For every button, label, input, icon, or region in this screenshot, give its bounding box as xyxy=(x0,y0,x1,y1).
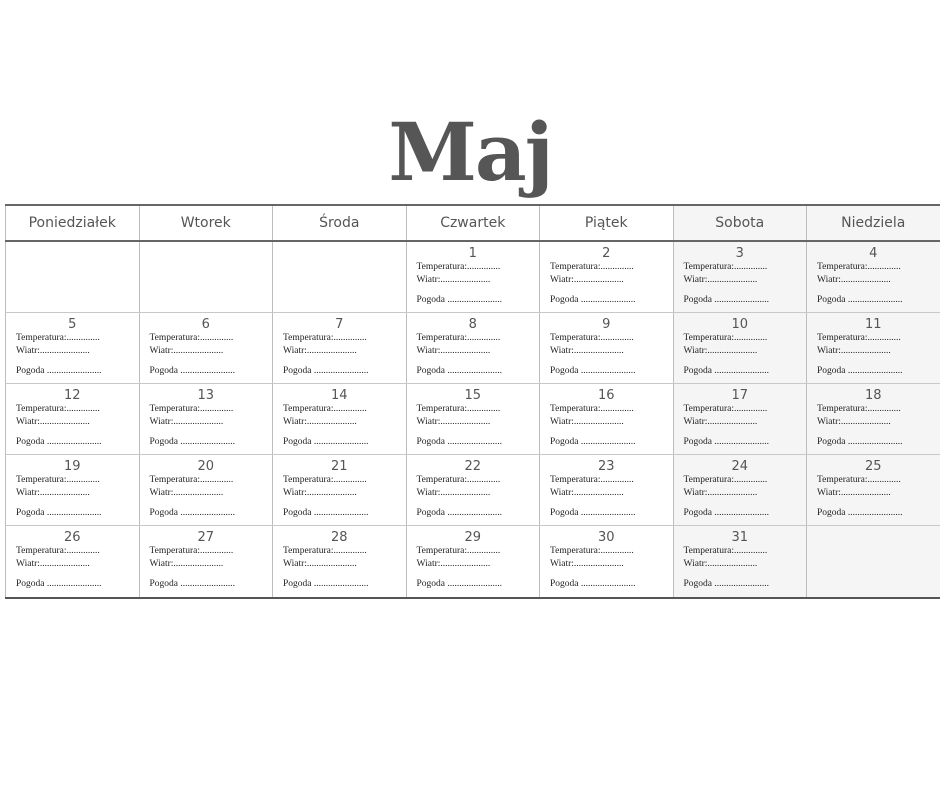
weather-notes xyxy=(417,332,503,378)
wind-line: Wiatr:..................... xyxy=(817,488,891,498)
wind-line: Wiatr:..................... xyxy=(416,346,491,356)
wind-line: Wiatr:..................... xyxy=(16,488,90,498)
wind-line: Wiatr:..................... xyxy=(550,346,624,356)
wind-line: Wiatr:..................... xyxy=(817,275,891,285)
day-cell xyxy=(673,455,807,525)
day-cell xyxy=(5,384,139,454)
temperature-line: Temperatura:.............. xyxy=(149,404,234,414)
weather-notes xyxy=(817,403,903,449)
day-cell xyxy=(539,242,673,312)
week-row xyxy=(5,313,940,384)
weather-line: Pogoda ....................... xyxy=(416,295,502,305)
day-number: 26 xyxy=(63,530,81,545)
day-cell xyxy=(406,313,540,383)
temperature-line: Temperatura:.............. xyxy=(550,546,634,556)
weather-line: Pogoda ....................... xyxy=(683,437,769,447)
wind-line: Wiatr:..................... xyxy=(149,417,224,427)
day-cell xyxy=(539,384,673,454)
weekday-header-cell: Sobota xyxy=(673,206,807,240)
day-number: 15 xyxy=(464,388,482,403)
wind-line: Wiatr:..................... xyxy=(283,488,357,498)
weather-line: Pogoda ....................... xyxy=(149,579,235,589)
weather-notes xyxy=(283,403,369,449)
day-number: 28 xyxy=(330,530,348,545)
weather-line: Pogoda ....................... xyxy=(550,295,636,305)
day-number: 24 xyxy=(731,459,749,474)
weather-notes xyxy=(550,545,636,591)
day-number: 12 xyxy=(63,388,81,403)
wind-line: Wiatr:..................... xyxy=(550,417,624,427)
empty-day-cell xyxy=(5,242,139,312)
empty-day-cell xyxy=(806,526,940,597)
day-cell xyxy=(272,526,406,597)
temperature-line: Temperatura:.............. xyxy=(550,475,634,485)
day-number: 1 xyxy=(468,246,477,261)
week-row xyxy=(5,384,940,455)
weather-notes xyxy=(684,332,770,378)
day-cell xyxy=(673,526,807,597)
weather-notes xyxy=(684,474,770,520)
weather-notes xyxy=(283,474,369,520)
weather-line: Pogoda ....................... xyxy=(683,295,769,305)
wind-line: Wiatr:..................... xyxy=(683,346,758,356)
wind-line: Wiatr:..................... xyxy=(283,417,357,427)
weather-line: Pogoda ....................... xyxy=(817,508,903,518)
weather-line: Pogoda ....................... xyxy=(283,366,369,376)
weekday-header xyxy=(5,206,940,242)
day-cell xyxy=(539,313,673,383)
weather-line: Pogoda ....................... xyxy=(416,579,502,589)
weather-line: Pogoda ....................... xyxy=(683,366,769,376)
wind-line: Wiatr:..................... xyxy=(817,346,891,356)
temperature-line: Temperatura:.............. xyxy=(149,333,234,343)
day-cell xyxy=(806,455,940,525)
week-row xyxy=(5,242,940,313)
day-cell xyxy=(406,242,540,312)
weather-line: Pogoda ....................... xyxy=(149,508,235,518)
temperature-line: Temperatura:.............. xyxy=(416,333,501,343)
month-title: Maj xyxy=(388,105,552,199)
weather-line: Pogoda ....................... xyxy=(149,437,235,447)
day-number: 6 xyxy=(201,317,210,332)
weather-notes xyxy=(150,332,236,378)
day-cell xyxy=(139,526,273,597)
weather-line: Pogoda ....................... xyxy=(683,579,769,589)
weather-line: Pogoda ....................... xyxy=(817,366,903,376)
weather-notes xyxy=(550,261,636,307)
day-number: 29 xyxy=(464,530,482,545)
weather-notes xyxy=(16,403,102,449)
day-cell xyxy=(139,384,273,454)
day-cell xyxy=(272,455,406,525)
weather-notes xyxy=(283,545,369,591)
weekday-header-cell: Wtorek xyxy=(139,206,273,240)
day-number: 30 xyxy=(597,530,615,545)
temperature-line: Temperatura:.............. xyxy=(416,404,501,414)
day-number: 16 xyxy=(597,388,615,403)
day-cell xyxy=(272,313,406,383)
day-number: 25 xyxy=(864,459,882,474)
temperature-line: Temperatura:.............. xyxy=(283,475,367,485)
wind-line: Wiatr:..................... xyxy=(416,275,491,285)
weather-notes xyxy=(550,403,636,449)
weather-notes xyxy=(550,474,636,520)
day-number: 20 xyxy=(197,459,215,474)
day-number: 11 xyxy=(864,317,882,332)
day-number: 7 xyxy=(335,317,344,332)
temperature-line: Temperatura:.............. xyxy=(683,333,768,343)
wind-line: Wiatr:..................... xyxy=(149,488,224,498)
day-number: 19 xyxy=(63,459,81,474)
temperature-line: Temperatura:.............. xyxy=(16,404,100,414)
day-cell xyxy=(5,313,139,383)
weather-line: Pogoda ....................... xyxy=(416,508,502,518)
day-number: 17 xyxy=(731,388,749,403)
weather-notes xyxy=(817,474,903,520)
wind-line: Wiatr:..................... xyxy=(283,559,357,569)
day-cell xyxy=(673,384,807,454)
day-cell xyxy=(139,455,273,525)
day-number: 10 xyxy=(731,317,749,332)
day-cell xyxy=(539,455,673,525)
wind-line: Wiatr:..................... xyxy=(550,488,624,498)
empty-day-cell xyxy=(272,242,406,312)
wind-line: Wiatr:..................... xyxy=(683,275,758,285)
temperature-line: Temperatura:.............. xyxy=(149,546,234,556)
weekday-header-cell: Poniedziałek xyxy=(5,206,139,240)
weather-notes xyxy=(817,261,903,307)
weather-notes xyxy=(550,332,636,378)
temperature-line: Temperatura:.............. xyxy=(416,262,501,272)
day-cell xyxy=(406,384,540,454)
weekday-header-cell: Środa xyxy=(272,206,406,240)
temperature-line: Temperatura:.............. xyxy=(817,404,901,414)
temperature-line: Temperatura:.............. xyxy=(683,475,768,485)
temperature-line: Temperatura:.............. xyxy=(283,404,367,414)
weather-notes xyxy=(150,403,236,449)
day-cell xyxy=(806,242,940,312)
temperature-line: Temperatura:.............. xyxy=(283,546,367,556)
wind-line: Wiatr:..................... xyxy=(416,559,491,569)
day-cell xyxy=(272,384,406,454)
day-number: 9 xyxy=(602,317,611,332)
temperature-line: Temperatura:.............. xyxy=(416,546,501,556)
temperature-line: Temperatura:.............. xyxy=(817,475,901,485)
temperature-line: Temperatura:.............. xyxy=(16,475,100,485)
wind-line: Wiatr:..................... xyxy=(16,346,90,356)
weather-line: Pogoda ....................... xyxy=(817,295,903,305)
temperature-line: Temperatura:.............. xyxy=(683,262,768,272)
wind-line: Wiatr:..................... xyxy=(16,559,90,569)
wind-line: Wiatr:..................... xyxy=(683,488,758,498)
temperature-line: Temperatura:.............. xyxy=(149,475,234,485)
weather-line: Pogoda ....................... xyxy=(283,579,369,589)
empty-day-cell xyxy=(139,242,273,312)
weather-notes xyxy=(817,332,903,378)
temperature-line: Temperatura:.............. xyxy=(550,333,634,343)
day-cell xyxy=(539,526,673,597)
day-number: 8 xyxy=(468,317,477,332)
temperature-line: Temperatura:.............. xyxy=(550,404,634,414)
day-number: 27 xyxy=(197,530,215,545)
day-cell xyxy=(673,242,807,312)
wind-line: Wiatr:..................... xyxy=(683,559,758,569)
weather-line: Pogoda ....................... xyxy=(149,366,235,376)
weather-notes xyxy=(150,474,236,520)
weather-line: Pogoda ....................... xyxy=(817,437,903,447)
weather-line: Pogoda ....................... xyxy=(283,437,369,447)
wind-line: Wiatr:..................... xyxy=(817,417,891,427)
weather-line: Pogoda ....................... xyxy=(16,579,102,589)
day-number: 14 xyxy=(330,388,348,403)
wind-line: Wiatr:..................... xyxy=(16,417,90,427)
temperature-line: Temperatura:.............. xyxy=(416,475,501,485)
day-number: 2 xyxy=(602,246,611,261)
temperature-line: Temperatura:.............. xyxy=(817,333,901,343)
temperature-line: Temperatura:.............. xyxy=(683,546,768,556)
weather-line: Pogoda ....................... xyxy=(550,366,636,376)
temperature-line: Temperatura:.............. xyxy=(16,333,100,343)
weather-notes xyxy=(16,332,102,378)
temperature-line: Temperatura:.............. xyxy=(16,546,100,556)
wind-line: Wiatr:..................... xyxy=(550,275,624,285)
day-cell xyxy=(806,384,940,454)
weather-line: Pogoda ....................... xyxy=(416,366,502,376)
temperature-line: Temperatura:.............. xyxy=(283,333,367,343)
weather-line: Pogoda ....................... xyxy=(416,437,502,447)
weather-notes xyxy=(16,474,102,520)
temperature-line: Temperatura:.............. xyxy=(817,262,901,272)
wind-line: Wiatr:..................... xyxy=(149,346,224,356)
wind-line: Wiatr:..................... xyxy=(149,559,224,569)
weather-notes xyxy=(417,545,503,591)
weather-line: Pogoda ....................... xyxy=(550,437,636,447)
day-cell xyxy=(5,526,139,597)
day-cell xyxy=(139,313,273,383)
weather-notes xyxy=(150,545,236,591)
day-number: 23 xyxy=(597,459,615,474)
weather-notes xyxy=(16,545,102,591)
weather-line: Pogoda ....................... xyxy=(683,508,769,518)
day-number: 5 xyxy=(68,317,77,332)
day-number: 31 xyxy=(731,530,749,545)
weather-line: Pogoda ....................... xyxy=(283,508,369,518)
weather-line: Pogoda ....................... xyxy=(550,508,636,518)
weather-notes xyxy=(684,403,770,449)
weather-line: Pogoda ....................... xyxy=(16,508,102,518)
day-number: 13 xyxy=(197,388,215,403)
temperature-line: Temperatura:.............. xyxy=(550,262,634,272)
wind-line: Wiatr:..................... xyxy=(550,559,624,569)
day-cell xyxy=(673,313,807,383)
week-row xyxy=(5,526,940,599)
weather-notes xyxy=(684,261,770,307)
weather-line: Pogoda ....................... xyxy=(550,579,636,589)
temperature-line: Temperatura:.............. xyxy=(683,404,768,414)
day-number: 21 xyxy=(330,459,348,474)
wind-line: Wiatr:..................... xyxy=(283,346,357,356)
day-cell xyxy=(406,455,540,525)
weather-notes xyxy=(417,403,503,449)
day-number: 18 xyxy=(864,388,882,403)
weather-line: Pogoda ....................... xyxy=(16,366,102,376)
wind-line: Wiatr:..................... xyxy=(683,417,758,427)
calendar-grid xyxy=(5,204,940,599)
day-number: 4 xyxy=(869,246,878,261)
week-row xyxy=(5,455,940,526)
weather-line: Pogoda ....................... xyxy=(16,437,102,447)
weekday-header-cell: Niedziela xyxy=(806,206,940,240)
weather-notes xyxy=(417,474,503,520)
weekday-header-cell: Czwartek xyxy=(406,206,540,240)
day-cell xyxy=(806,313,940,383)
weather-notes xyxy=(283,332,369,378)
day-number: 22 xyxy=(464,459,482,474)
weather-notes xyxy=(684,545,770,591)
weekday-header-cell: Piątek xyxy=(539,206,673,240)
wind-line: Wiatr:..................... xyxy=(416,417,491,427)
wind-line: Wiatr:..................... xyxy=(416,488,491,498)
day-cell xyxy=(5,455,139,525)
weather-notes xyxy=(417,261,503,307)
day-number: 3 xyxy=(735,246,744,261)
day-cell xyxy=(406,526,540,597)
